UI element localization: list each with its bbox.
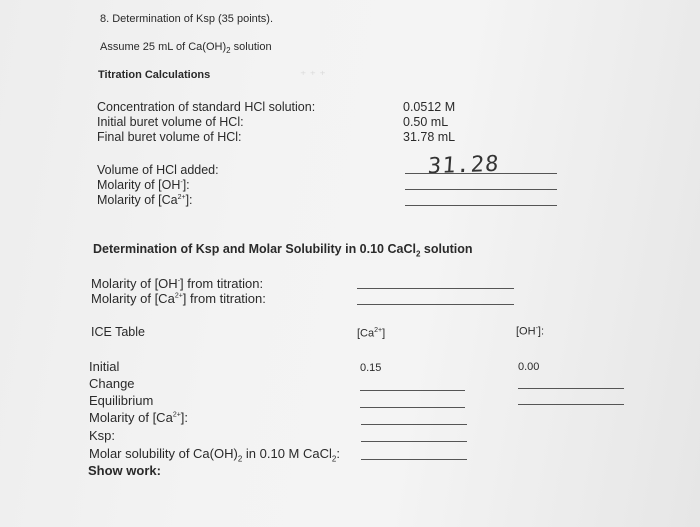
- hcl-concentration-label: Concentration of standard HCl solution:: [97, 100, 316, 114]
- oh-answer-line[interactable]: [405, 189, 557, 190]
- ca-titration-answer-line[interactable]: [357, 304, 514, 305]
- bleed-through-text: ⁺ ⁺ ⁺: [300, 68, 326, 82]
- ice-change-oh-line[interactable]: [518, 388, 624, 389]
- ice-equilibrium-oh-line[interactable]: [518, 404, 624, 405]
- ice-equilibrium-ca-line[interactable]: [360, 407, 465, 408]
- ca-from-titration-label: Molarity of $[Ca^{2+}]$ from titration:: [91, 291, 266, 306]
- solubility-answer-line[interactable]: [361, 459, 467, 460]
- molar-solubility-label: Molar solubility of $Ca(OH)_2$ in 0.10 M CaCl$_2$:: [89, 446, 340, 464]
- volume-answer-line[interactable]: [405, 173, 557, 174]
- ice-table-title: ICE Table: [91, 325, 145, 339]
- final-buret-label: Final buret volume of HCl:: [97, 130, 242, 144]
- ice-col-ca: $[Ca^{2+}]$: [357, 327, 386, 340]
- assumption-text: Assume 25 mL of $Ca(OH)_2$ solution: [100, 41, 272, 56]
- ice-change-ca-line[interactable]: [360, 390, 465, 391]
- ksp-answer-line[interactable]: [361, 441, 467, 442]
- final-buret-value: 31.78 mL: [403, 130, 456, 144]
- question-title: 8. Determination of Ksp (35 points).: [100, 13, 274, 25]
- handwritten-volume: 31.28: [427, 151, 501, 180]
- ksp-label: Ksp:: [89, 428, 116, 443]
- ice-row-initial: Initial: [89, 359, 120, 374]
- ice-col-oh: [OH-]:: [516, 325, 545, 338]
- ice-row-equilibrium: Equilibrium: [89, 393, 154, 408]
- volume-hcl-label: Volume of HCl added:: [97, 163, 219, 177]
- initial-buret-value: 0.50 mL: [403, 115, 449, 129]
- result-ca-answer-line[interactable]: [361, 424, 467, 425]
- oh-titration-answer-line[interactable]: [357, 288, 514, 289]
- result-ca-label: Molarity of $[Ca^{2+}]$:: [89, 410, 189, 425]
- initial-buret-label: Initial buret volume of HCl:: [97, 115, 244, 129]
- molarity-oh-label: Molarity of [OH-]:: [97, 178, 190, 192]
- ice-initial-oh-value: 0.00: [518, 361, 540, 373]
- ice-initial-ca-value: 0.15: [360, 362, 382, 374]
- show-work-label: Show work:: [88, 463, 161, 478]
- oh-from-titration-label: Molarity of [OH-] from titration:: [91, 276, 264, 291]
- hcl-concentration-value: 0.0512 M: [403, 100, 456, 114]
- ksp-section-heading: Determination of Ksp and Molar Solubility in 0.10 CaCl$_2$ solution: [93, 242, 473, 259]
- titration-heading: Titration Calculations: [98, 69, 211, 81]
- ca-answer-line[interactable]: [405, 205, 557, 206]
- ice-row-change: Change: [89, 376, 135, 391]
- molarity-ca-label: Molarity of $[Ca^{2+}]$:: [97, 193, 193, 207]
